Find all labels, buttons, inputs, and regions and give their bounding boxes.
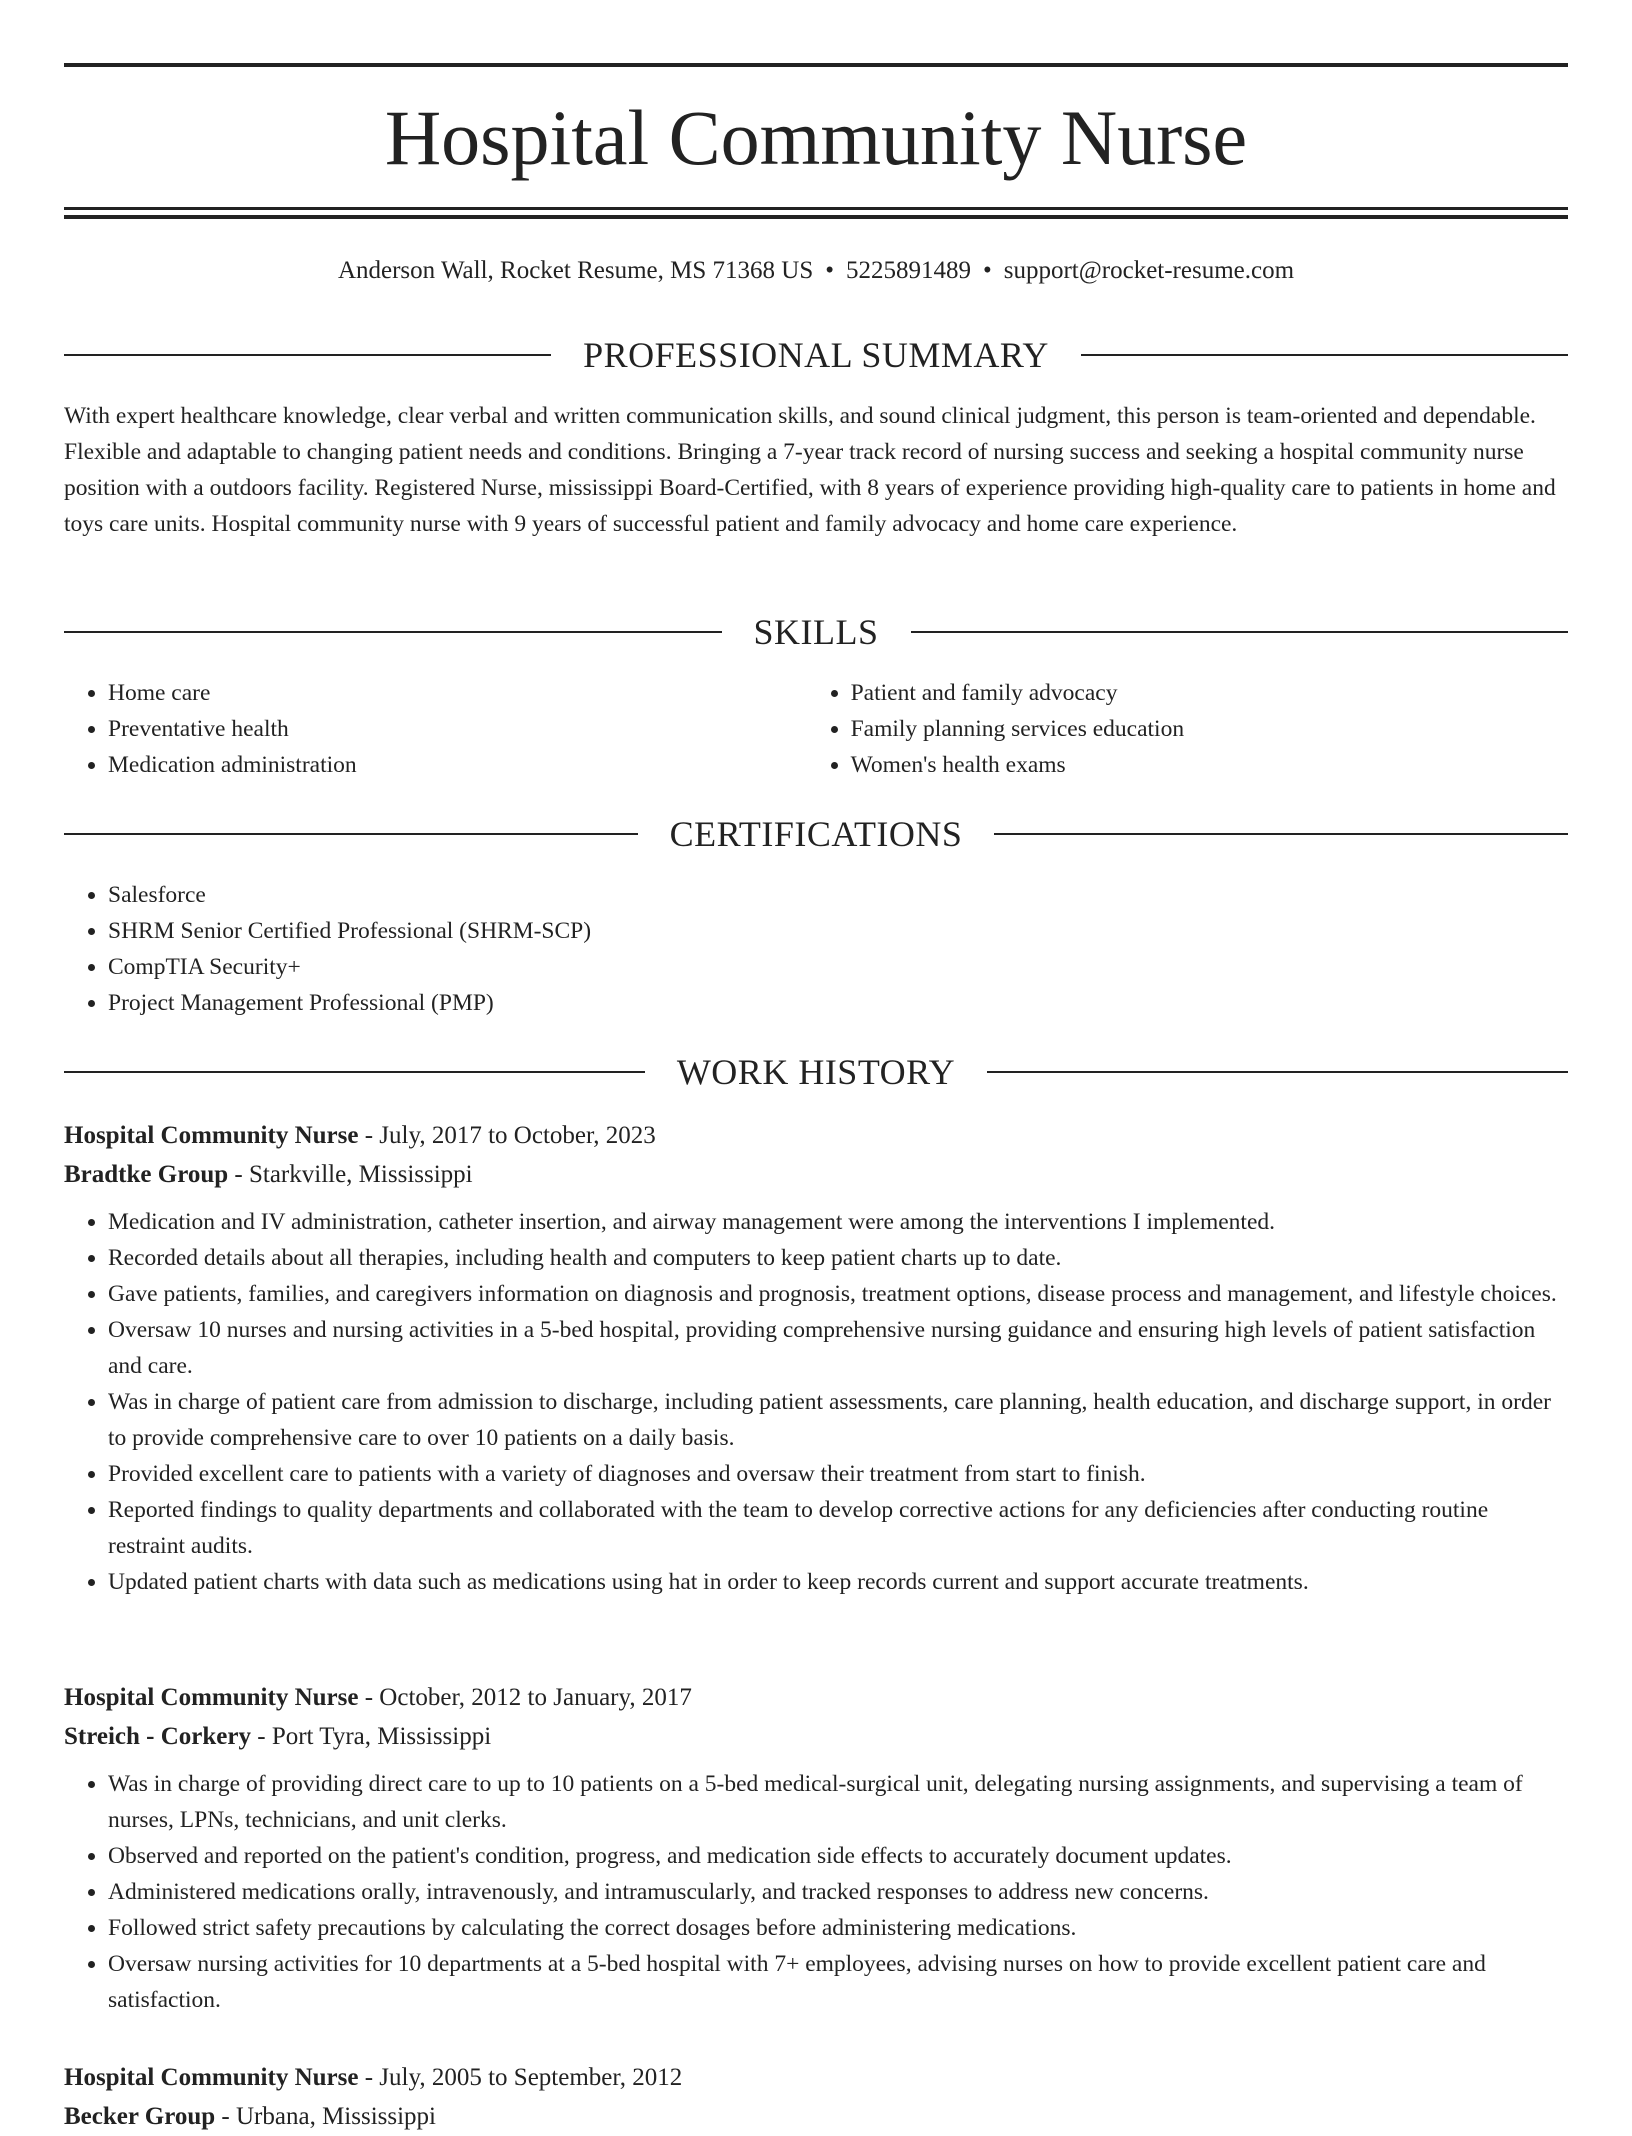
job-entry <box>64 2058 1568 2136</box>
certification-item: • Salesforce <box>108 877 1568 913</box>
job-title-line <box>64 1116 1568 1155</box>
top-rule <box>64 63 1568 67</box>
skills-list <box>64 675 1568 783</box>
job-title: Hospital Community Nurse <box>64 1684 359 1711</box>
job-bullet: • Gave patients, families, and caregivers information on diagnosis and prognosis, treatment options, disease process and management, and lifestyle choices. <box>108 1276 1568 1312</box>
job-bullet: • Oversaw nursing activities for 10 departments at a 5-bed hospital with 7+ employees, advising nurses on how to provide excellent patient care and satisfaction. <box>108 1946 1568 2018</box>
job-location: - Urbana, Mississippi <box>215 2103 436 2130</box>
contact-line <box>64 254 1568 288</box>
job-company: Streich - Corkery <box>64 1723 251 1750</box>
job-company: Becker Group <box>64 2103 216 2130</box>
heading-rule-right <box>987 1071 1568 1073</box>
contact-separator: • <box>825 257 834 284</box>
job-bullet: • Administered medications orally, intravenously, and intramuscularly, and tracked responses to address new concerns. <box>108 1874 1568 1910</box>
job-bullet: • Followed strict safety precautions by calculating the correct dosages before administering medications. <box>108 1910 1568 1946</box>
contact-separator: • <box>982 257 992 284</box>
title-rule-upper <box>64 207 1568 210</box>
job-entry <box>64 1116 1568 1600</box>
job-title-line <box>64 1678 1568 1717</box>
section-heading-label: CERTIFICATIONS <box>669 814 963 854</box>
title-rule-lower <box>64 215 1568 219</box>
job-bullet: • Updated patient charts with data such as medications using hat in order to keep records current and support accurate treatments. <box>108 1564 1568 1600</box>
section-heading-label: PROFESSIONAL SUMMARY <box>583 335 1049 375</box>
section-heading-work-history <box>64 1050 1568 1094</box>
section-heading-certifications <box>64 812 1568 856</box>
skill-item: • Home care <box>108 675 807 711</box>
job-title: Hospital Community Nurse <box>64 2064 359 2091</box>
job-bullet: • Recorded details about all therapies, including health and computers to keep patient charts up to date. <box>108 1240 1568 1276</box>
job-company-line <box>64 1717 1568 1756</box>
job-dates: - July, 2005 to September, 2012 <box>358 2064 683 2091</box>
job-bullet: • Was in charge of patient care from admission to discharge, including patient assessments, care planning, health education, and discharge support, in order to provide comprehensive care to over 10 patients on a daily basis. <box>108 1384 1568 1456</box>
certification-item: • CompTIA Security+ <box>108 949 1568 985</box>
certification-item: • Project Management Professional (PMP) <box>108 985 1568 1021</box>
certification-item: • SHRM Senior Certified Professional (SHRM-SCP) <box>108 913 1568 949</box>
skills-column-2 <box>807 675 1568 783</box>
heading-rule-left <box>64 833 638 835</box>
contact-phone: 5225891489 <box>845 257 971 284</box>
job-location: - Port Tyra, Mississippi <box>251 1723 492 1750</box>
heading-rule-left <box>64 1071 645 1073</box>
job-bullets <box>64 1766 1568 2018</box>
job-entry <box>64 1678 1568 2018</box>
section-heading-label: WORK HISTORY <box>676 1052 956 1092</box>
heading-rule-right <box>1081 354 1568 356</box>
job-bullets <box>64 1204 1568 1600</box>
skills-column-1 <box>64 675 807 783</box>
job-company-line <box>64 2097 1568 2136</box>
job-company: Bradtke Group <box>64 1161 229 1188</box>
job-dates: - October, 2012 to January, 2017 <box>358 1684 692 1711</box>
contact-address: Anderson Wall, Rocket Resume, MS 71368 US <box>337 257 814 284</box>
skill-item: • Women's health exams <box>851 747 1568 783</box>
job-bullet: • Reported findings to quality departments and collaborated with the team to develop corrective actions for any deficiencies after conducting routine restraint audits. <box>108 1492 1568 1564</box>
job-bullet: • Medication and IV administration, catheter insertion, and airway management were among the interventions I implemented. <box>108 1204 1568 1240</box>
job-dates: - July, 2017 to October, 2023 <box>358 1122 656 1149</box>
job-title-line <box>64 2058 1568 2097</box>
skill-item: • Medication administration <box>108 747 807 783</box>
job-bullet: • Observed and reported on the patient's condition, progress, and medication side effects to accurately document updates. <box>108 1838 1568 1874</box>
job-title: Hospital Community Nurse <box>64 1122 359 1149</box>
job-bullet: • Oversaw 10 nurses and nursing activities in a 5-bed hospital, providing comprehensive nursing guidance and ensuring high levels of patient satisfaction and care. <box>108 1312 1568 1384</box>
job-bullet: • Provided excellent care to patients with a variety of diagnoses and oversaw their treatment from start to finish. <box>108 1456 1568 1492</box>
summary-paragraph: With expert healthcare knowledge, clear verbal and written communication skills, and sound clinical judgment, this person is team-oriented and dependable. Flexible and adaptable to changing patient needs and conditions. Bringing a 7-year track record of nursing success and seeking a hospital community nurse position with a outdoors facility. Registered Nurse, mississippi Board-Certified, with 8 years of experience providing high-quality care to patients in home and toys care units. Hospital community nurse with 9 years of successful patient and family advocacy and home care experience. <box>64 403 1556 537</box>
skill-item: • Patient and family advocacy <box>851 675 1568 711</box>
section-heading-label: SKILLS <box>753 612 879 652</box>
heading-rule-left <box>64 631 722 633</box>
skill-item: • Preventative health <box>108 711 807 747</box>
certifications-list <box>64 877 1568 1021</box>
section-heading-skills <box>64 610 1568 654</box>
section-heading-summary <box>64 333 1568 377</box>
job-bullet: • Was in charge of providing direct care to up to 10 patients on a 5-bed medical-surgical unit, delegating nursing assignments, and supervising a team of nurses, LPNs, technicians, and unit clerks. <box>108 1766 1568 1838</box>
job-company-line <box>64 1155 1568 1194</box>
heading-rule-right <box>994 833 1568 835</box>
heading-rule-right <box>911 631 1569 633</box>
certifications-bullets <box>64 877 1568 1021</box>
skill-item: • Family planning services education <box>851 711 1568 747</box>
heading-rule-left <box>64 354 551 356</box>
resume-title: Hospital Community Nurse <box>384 94 1248 181</box>
job-location: - Starkville, Mississippi <box>228 1161 473 1188</box>
contact-email: support@rocket-resume.com <box>1003 257 1295 284</box>
